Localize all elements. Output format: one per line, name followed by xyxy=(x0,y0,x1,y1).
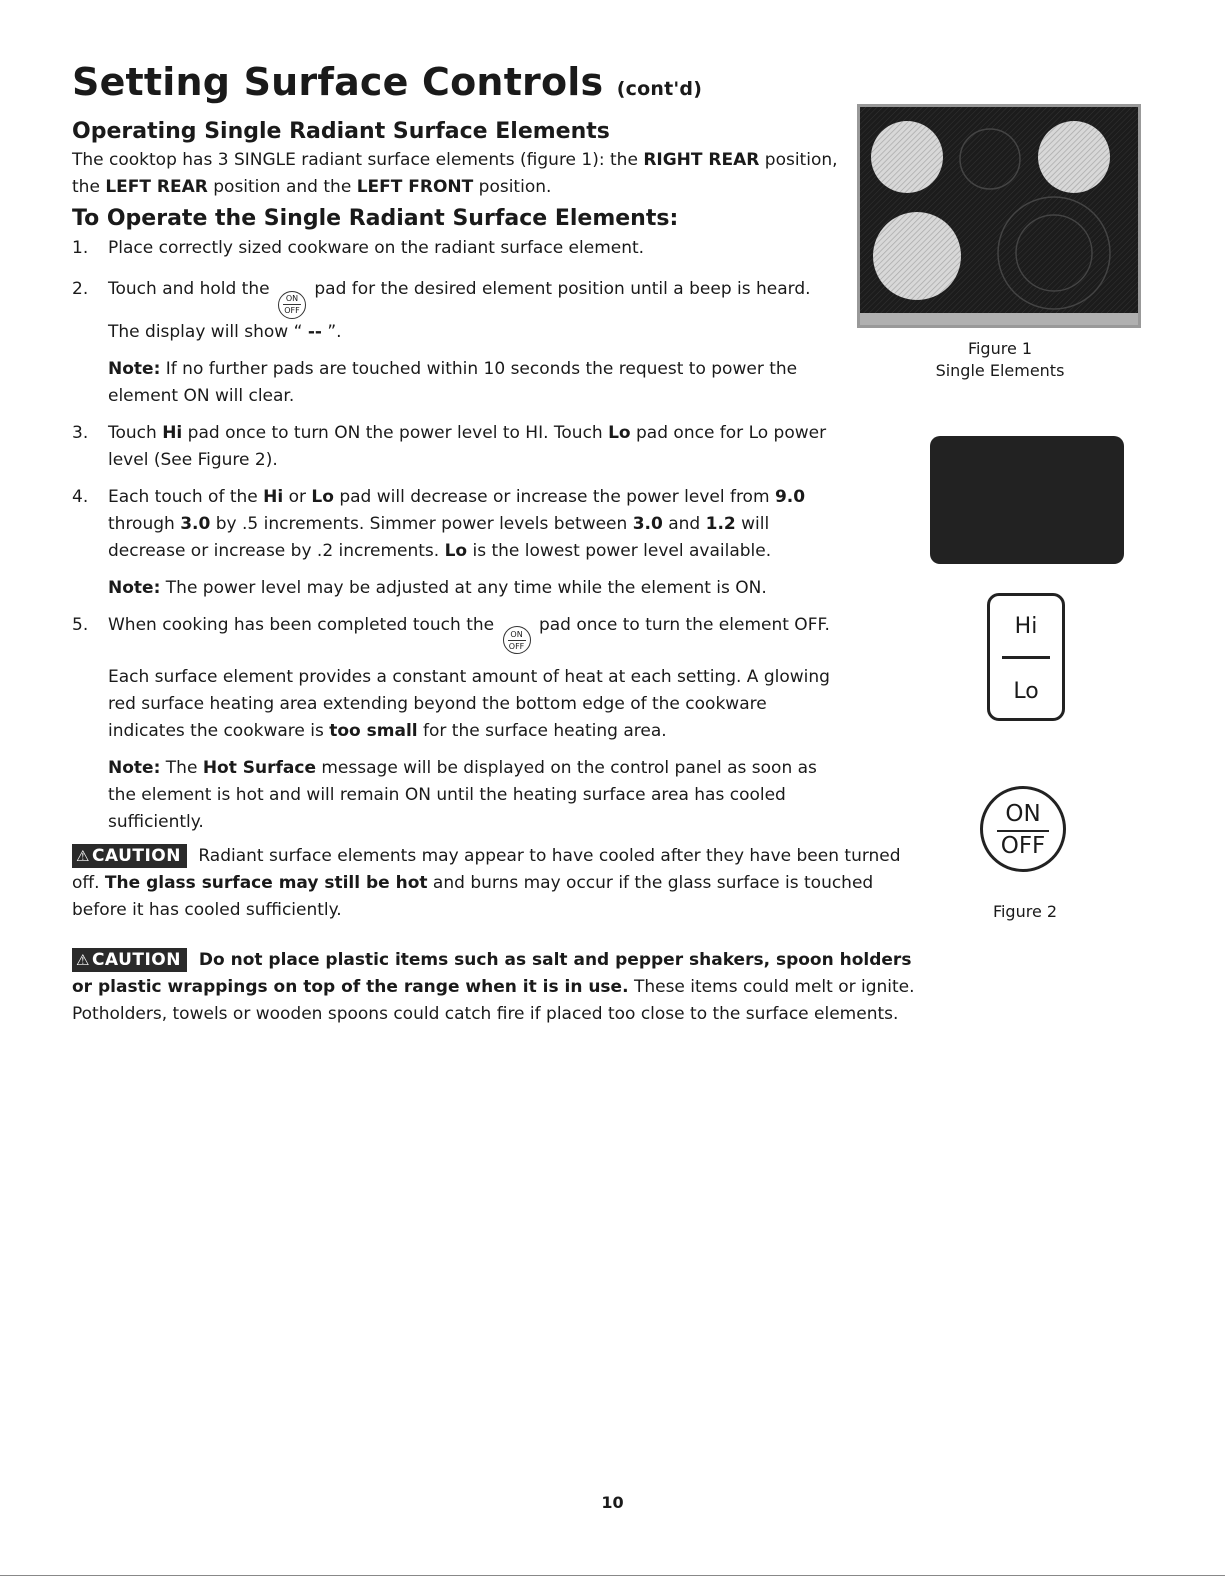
power-value: 3.0 xyxy=(180,513,211,534)
note-text: If no further pads are touched within 10 seconds the request to power the element ON will clear. xyxy=(108,358,798,406)
note-2 xyxy=(72,575,832,602)
hi-label: Hi xyxy=(162,422,183,443)
intro-text: position and the xyxy=(207,177,357,197)
caution-badge xyxy=(72,948,187,972)
steps-list xyxy=(72,235,832,846)
step-text: pad once for Lo power level (See Figure 2). xyxy=(108,422,827,470)
step-text: When cooking has been completed touch the xyxy=(108,614,495,635)
title-text: Setting Surface Controls xyxy=(72,60,604,104)
on-off-icon xyxy=(278,291,306,319)
hi-lo-pad xyxy=(987,593,1065,721)
on-label: ON xyxy=(1005,801,1041,827)
step-1 xyxy=(72,235,832,262)
right-rear-element xyxy=(1038,121,1110,193)
step-text: pad will decrease or increase the power level from xyxy=(333,486,775,507)
figure-1-caption xyxy=(900,338,1100,382)
caution-text: and burns may occur if the glass surface is touched before it has cooled sufficiently. xyxy=(72,873,874,920)
caution-text: Radiant surface elements may appear to have cooled after they have been turned off. xyxy=(72,846,901,893)
para-text: for the surface heating area. xyxy=(417,721,667,741)
divider xyxy=(283,304,301,305)
on-off-pad xyxy=(980,786,1066,872)
caution-text: These items could melt or ignite. Potholders, towels or wooden spoons could catch fire if placed too close to the surface elements. xyxy=(72,977,915,1024)
step-text: Touch xyxy=(108,422,163,443)
intro-text: position. xyxy=(473,177,552,197)
note-label: Note: xyxy=(108,577,161,598)
caution-bold-text: The glass surface may still be hot xyxy=(104,873,428,893)
on-off-icon xyxy=(503,626,531,654)
note-text: message will be displayed on the control panel as soon as the element is hot and will remain ON until the heating surface area has cooled sufficiently. xyxy=(108,758,817,832)
section-heading-operating: Operating Single Radiant Surface Elements xyxy=(72,119,610,144)
note-3 xyxy=(72,755,832,836)
hi-pad-label: Hi xyxy=(1014,614,1038,639)
step-3 xyxy=(72,420,832,474)
caution-badge xyxy=(72,844,187,868)
left-rear-element xyxy=(871,121,943,193)
step-number: 2. xyxy=(72,279,89,299)
step-number: 3. xyxy=(72,422,89,443)
off-label: OFF xyxy=(284,306,300,315)
step-text: or xyxy=(283,486,312,507)
step-text: Place correctly sized cookware on the radiant surface element. xyxy=(108,238,645,258)
step-4 xyxy=(72,484,832,565)
hi-lo-divider xyxy=(1002,656,1050,659)
caution-label: CAUTION xyxy=(91,846,181,866)
note-label: Note: xyxy=(108,358,161,379)
cooktop-edge xyxy=(860,313,1138,325)
note-text: The power level may be adjusted at any time while the element is ON. xyxy=(160,577,767,598)
step-text: ”. xyxy=(321,321,342,342)
warning-icon: ⚠ xyxy=(76,847,90,865)
off-label: OFF xyxy=(508,641,525,651)
note-1 xyxy=(72,356,832,410)
power-value: 3.0 xyxy=(632,513,663,534)
caution-block-1 xyxy=(72,843,932,924)
info-paragraph xyxy=(72,664,832,745)
power-value: 9.0 xyxy=(774,486,806,507)
step-text: is the lowest power level available. xyxy=(467,540,772,561)
display-dashes: -- xyxy=(307,321,322,342)
control-display xyxy=(930,436,1124,564)
on-label: ON xyxy=(285,294,299,303)
cooktop-illustration xyxy=(860,107,1138,325)
step-text: pad for the desired element position until a beep is heard. The display will show “ xyxy=(108,279,811,342)
lo-label: Lo xyxy=(444,540,468,561)
step-text: Touch and hold the xyxy=(108,279,270,299)
intro-paragraph xyxy=(72,147,862,201)
intro-text: position, the xyxy=(72,150,838,197)
title-suffix: (cont'd) xyxy=(616,78,703,100)
too-small-text: too small xyxy=(329,721,418,741)
lo-label: Lo xyxy=(311,486,334,507)
page-title xyxy=(72,60,702,104)
step-2 xyxy=(72,276,832,346)
power-value: 1.2 xyxy=(705,513,736,534)
para-text: Each surface element provides a constant amount of heat at each setting. A glowing red surface heating area extending beyond the bottom edge of the cookware indicates the cookware is xyxy=(108,667,830,741)
caption-line: Single Elements xyxy=(935,361,1065,380)
step-text: through xyxy=(108,513,181,534)
step-text: will decrease or increase by .2 increments. xyxy=(108,513,770,561)
lo-pad-label: Lo xyxy=(1013,679,1039,704)
step-number: 1. xyxy=(72,238,89,258)
figure-2-caption: Figure 2 xyxy=(992,902,1058,921)
cooktop-figure xyxy=(857,104,1141,328)
bottom-rule xyxy=(0,1575,1225,1576)
step-5 xyxy=(72,612,832,655)
lo-label: Lo xyxy=(608,422,631,443)
divider xyxy=(508,640,526,641)
off-label: OFF xyxy=(1000,833,1046,859)
step-number: 4. xyxy=(72,486,89,507)
caption-line: Figure 1 xyxy=(967,339,1033,358)
step-text: by .5 increments. Simmer power levels between xyxy=(210,513,633,534)
left-front-element xyxy=(873,212,961,300)
caution-block-2 xyxy=(72,947,932,1028)
hi-label: Hi xyxy=(263,486,284,507)
intro-text: The cooktop has 3 SINGLE radiant surface elements (figure 1): the xyxy=(72,150,644,170)
step-text: Each touch of the xyxy=(108,486,264,507)
hot-surface-text: Hot Surface xyxy=(202,758,316,778)
intro-right-rear: RIGHT REAR xyxy=(643,150,760,170)
step-text: pad once to turn ON the power level to HI. Touch xyxy=(182,422,609,443)
note-label: Note: xyxy=(108,758,161,778)
warning-icon: ⚠ xyxy=(76,951,90,969)
note-text: The xyxy=(160,758,203,778)
on-label: ON xyxy=(510,629,523,639)
section-heading-to-operate: To Operate the Single Radiant Surface Elements: xyxy=(72,206,679,231)
caution-bold-text: Do not place plastic items such as salt and pepper shakers, spoon holders or plastic wrappings on top of the range when it is in use. xyxy=(72,950,912,997)
page-number: 10 xyxy=(601,1493,624,1512)
caution-label: CAUTION xyxy=(91,950,181,970)
intro-left-front: LEFT FRONT xyxy=(356,177,474,197)
step-text: and xyxy=(662,513,706,534)
step-number: 5. xyxy=(72,614,89,635)
step-text: pad once to turn the element OFF. xyxy=(538,614,830,635)
intro-left-rear: LEFT REAR xyxy=(105,177,208,197)
on-off-divider xyxy=(997,830,1049,832)
